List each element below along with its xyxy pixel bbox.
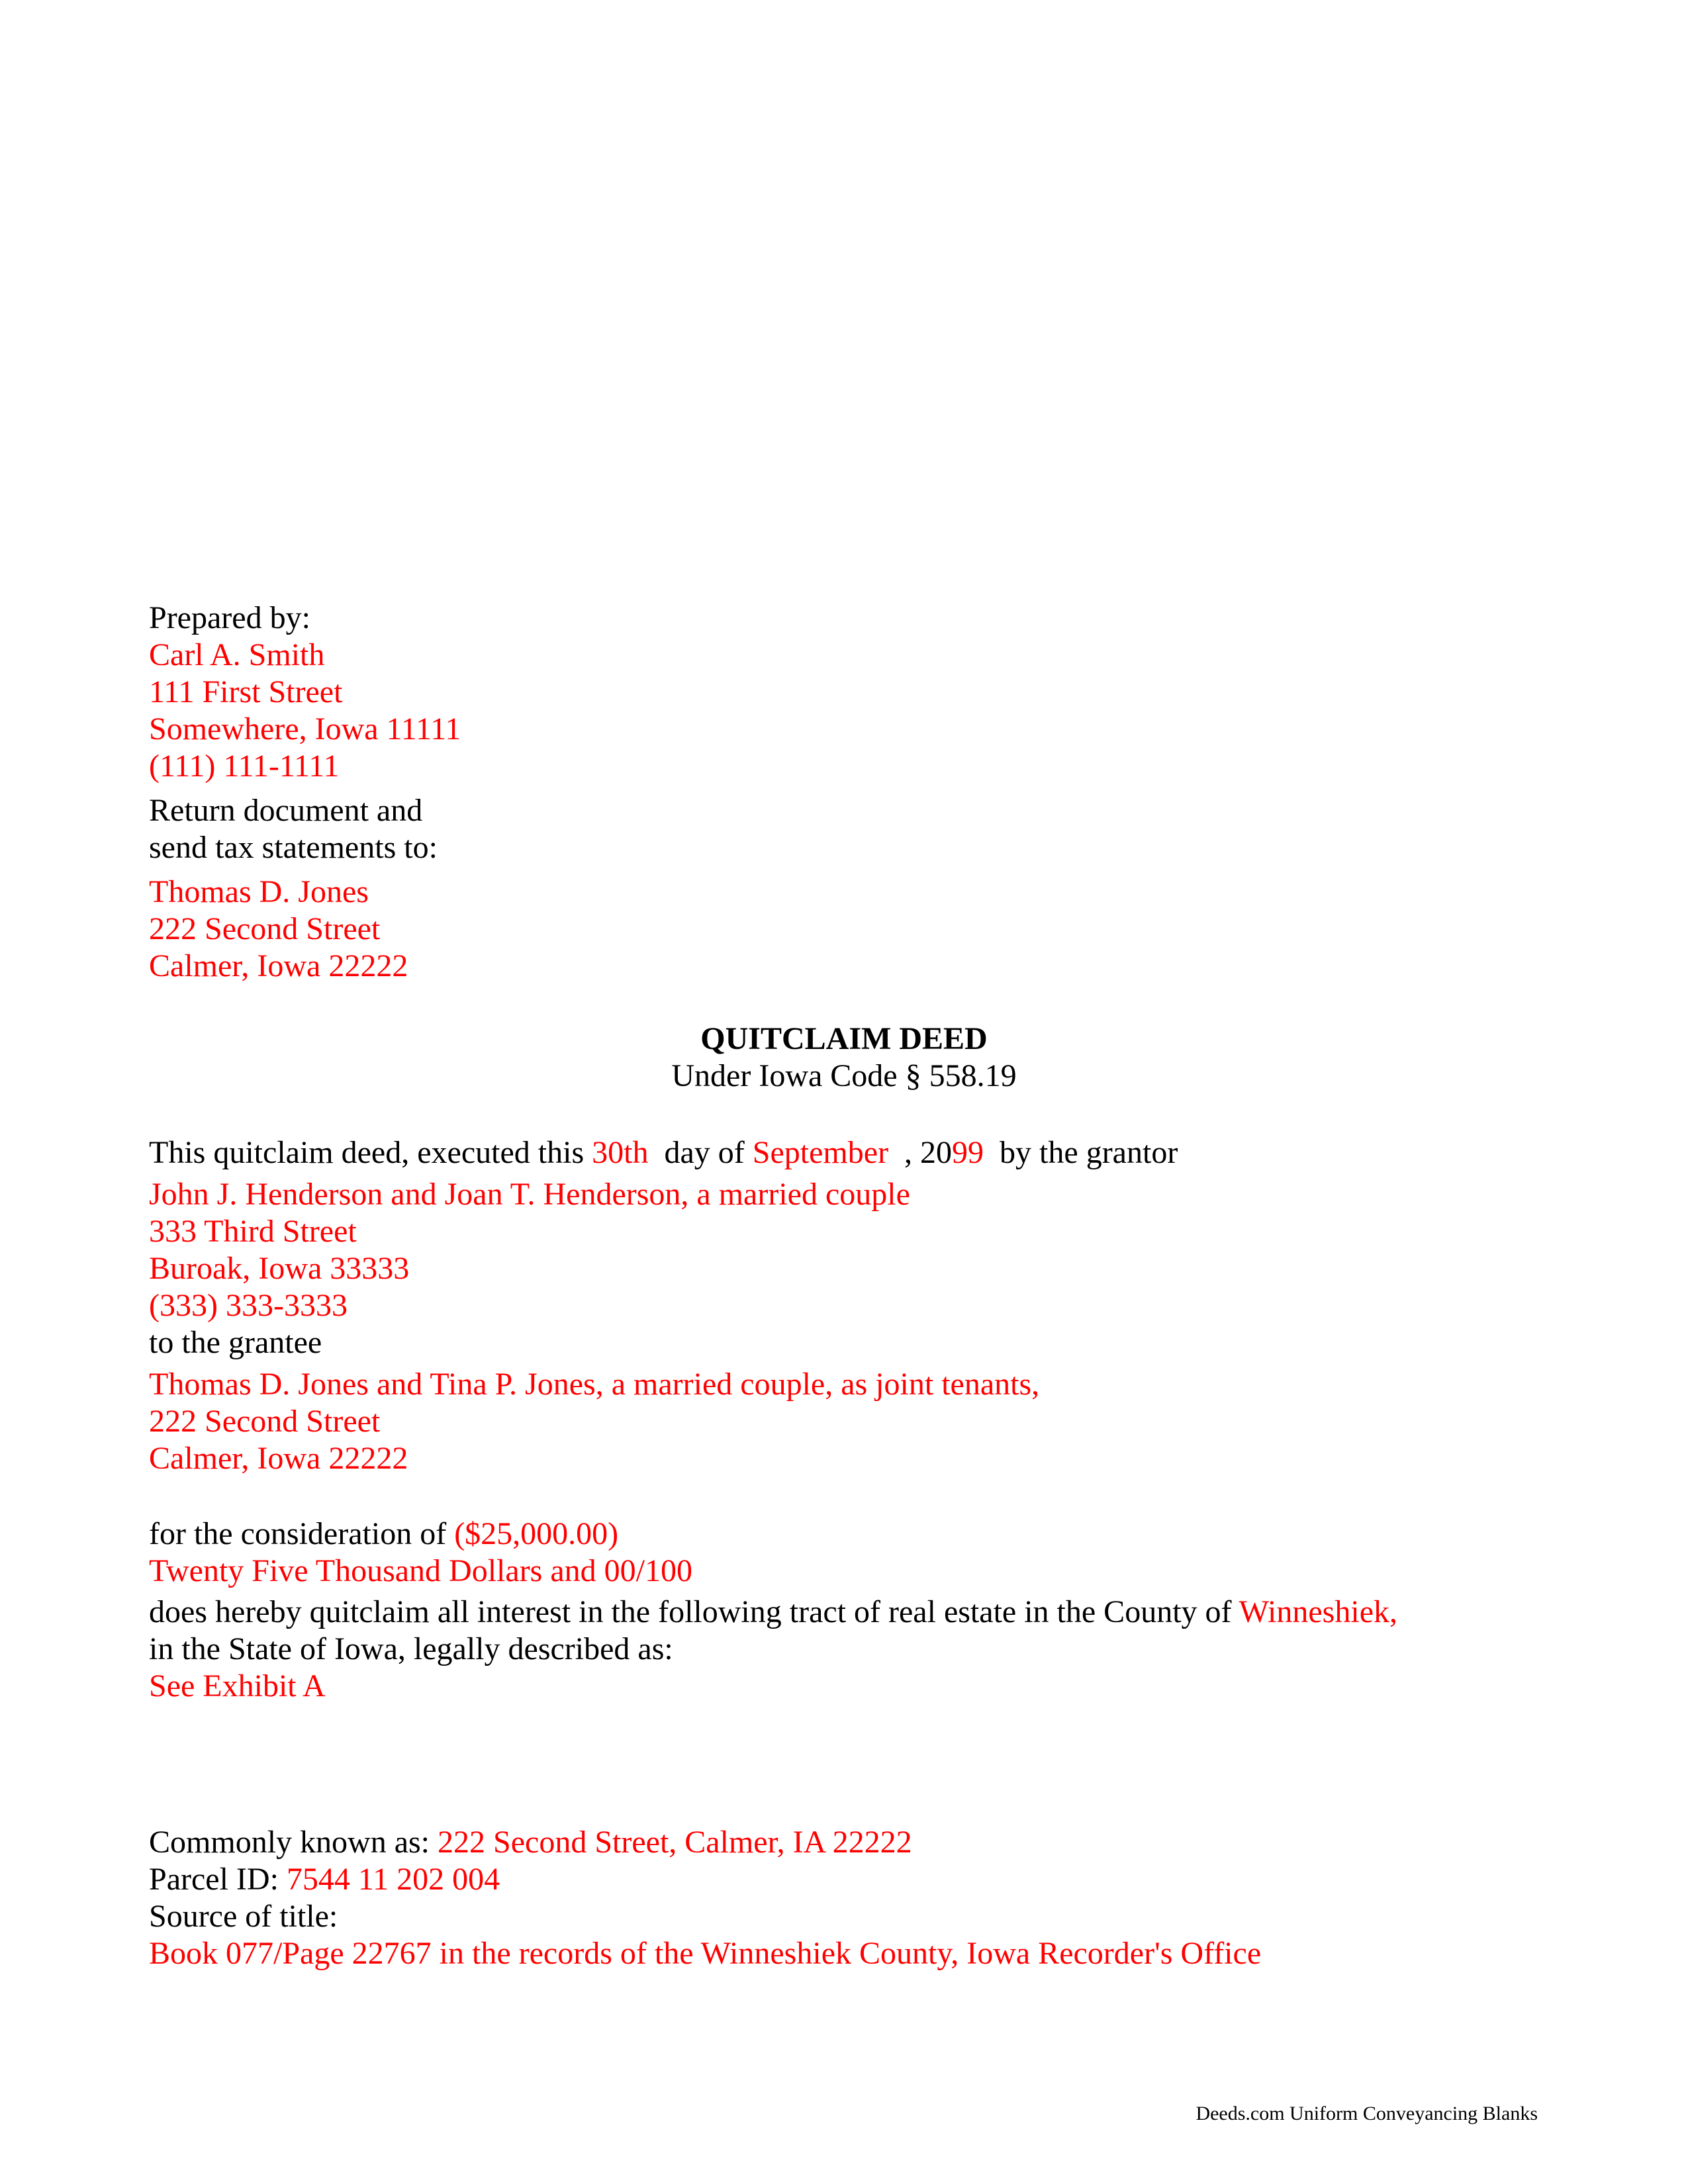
- grantee-label: to the grantee: [149, 1325, 322, 1360]
- legal-description: See Exhibit A: [149, 1668, 326, 1704]
- prepared-by-label: Prepared by:: [149, 600, 310, 635]
- commonly-known-value: 222 Second Street, Calmer, IA 22222: [438, 1825, 912, 1860]
- grantor-city: Buroak, Iowa 33333: [149, 1251, 410, 1286]
- return-city: Calmer, Iowa 22222: [149, 948, 408, 983]
- grantee-street: 222 Second Street: [149, 1404, 381, 1439]
- execution-by-grantor: by the grantor: [984, 1135, 1178, 1170]
- grantor-street: 333 Third Street: [149, 1214, 357, 1249]
- consideration-amount: ($25,000.00): [454, 1516, 619, 1551]
- conveyance-state-text: in the State of Iowa, legally described as:: [149, 1631, 673, 1666]
- consideration-line: [149, 1516, 618, 1553]
- return-street: 222 Second Street: [149, 911, 381, 946]
- source-of-title-value: Book 077/Page 22767 in the records of the Winneshiek County, Iowa Recorder's Office: [149, 1936, 1262, 1971]
- conveyance-county: Winneshiek,: [1239, 1594, 1397, 1629]
- return-name: Thomas D. Jones: [149, 874, 369, 909]
- source-of-title-label: Source of title:: [149, 1899, 338, 1934]
- execution-year-suffix: 99: [952, 1135, 984, 1170]
- commonly-known-line: [149, 1824, 912, 1861]
- execution-intro: This quitclaim deed, executed this: [149, 1135, 592, 1170]
- parcel-id-value: 7544 11 202 004: [286, 1862, 500, 1897]
- parcel-id-label: Parcel ID:: [149, 1862, 287, 1897]
- preparer-city: Somewhere, Iowa 11111: [149, 711, 461, 747]
- deed-subtitle: Under Iowa Code § 558.19: [671, 1058, 1017, 1093]
- consideration-words: Twenty Five Thousand Dollars and 00/100: [149, 1553, 692, 1588]
- execution-month: September: [752, 1135, 889, 1170]
- grantee-names: Thomas D. Jones and Tina P. Jones, a married couple, as joint tenants,: [149, 1367, 1040, 1402]
- grantee-city: Calmer, Iowa 22222: [149, 1441, 408, 1476]
- preparer-street: 111 First Street: [149, 674, 343, 709]
- execution-day: 30th: [592, 1135, 649, 1170]
- footer-text: Deeds.com Uniform Conveyancing Blanks: [1196, 2103, 1538, 2124]
- conveyance-text: does hereby quitclaim all interest in the following tract of real estate in the County of: [149, 1594, 1239, 1629]
- deed-title: QUITCLAIM DEED: [700, 1021, 988, 1056]
- consideration-label: for the consideration of: [149, 1516, 455, 1551]
- grantor-phone: (333) 333-3333: [149, 1288, 348, 1323]
- return-label-line2: send tax statements to:: [149, 830, 438, 865]
- preparer-name: Carl A. Smith: [149, 637, 325, 672]
- commonly-known-label: Commonly known as:: [149, 1825, 438, 1860]
- return-label-line1: Return document and: [149, 793, 423, 828]
- execution-day-of: day of: [648, 1135, 753, 1170]
- grantor-names: John J. Henderson and Joan T. Henderson, a married couple: [149, 1177, 910, 1212]
- preparer-phone: (111) 111-1111: [149, 749, 340, 784]
- parcel-id-line: [149, 1861, 500, 1898]
- execution-line: [149, 1134, 1178, 1171]
- conveyance-line: [149, 1594, 1397, 1631]
- execution-year-prefix: , 20: [888, 1135, 953, 1170]
